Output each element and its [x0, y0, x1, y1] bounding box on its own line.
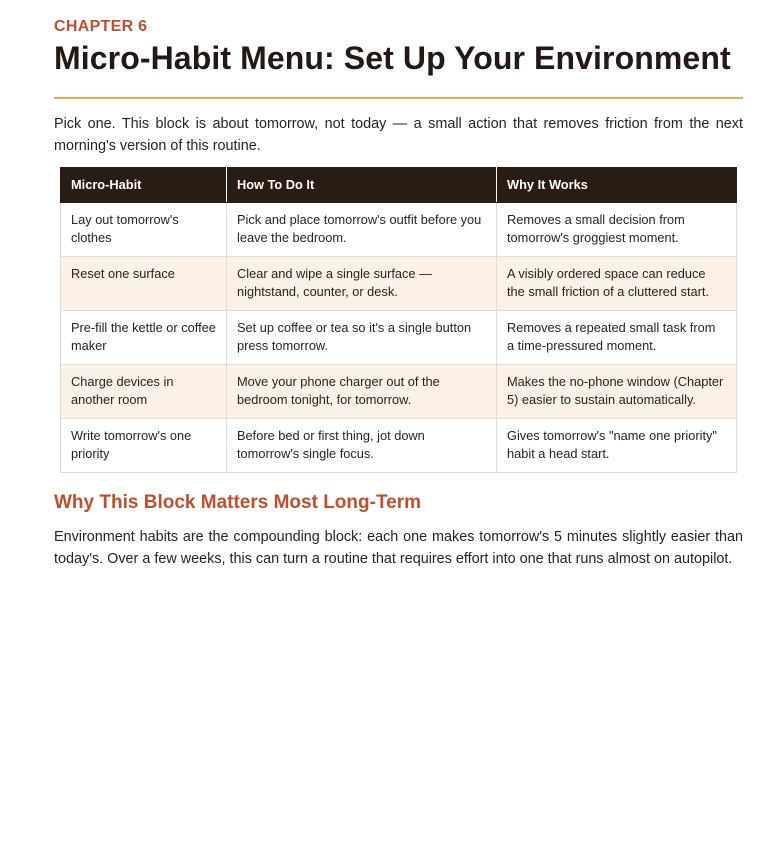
- cell-why-it-works: Removes a small decision from tomorrow's groggiest moment.: [497, 203, 737, 257]
- micro-habit-table: [60, 167, 737, 473]
- section-body: Environment habits are the compounding block: each one makes tomorrow's 5 minutes slightly easier than today's. Over a few weeks, this can turn a routine that requires effort into one that runs almost on autopilot.: [54, 529, 743, 567]
- cell-micro-habit: Write tomorrow's one priority: [61, 419, 227, 473]
- table-row: [61, 257, 737, 311]
- cell-how-to-do-it: Before bed or first thing, jot down tomorrow's single focus.: [227, 419, 497, 473]
- column-header-how-to-do-it: How To Do It: [227, 168, 497, 203]
- cell-why-it-works: A visibly ordered space can reduce the small friction of a cluttered start.: [497, 257, 737, 311]
- column-header-why-it-works: Why It Works: [497, 168, 737, 203]
- table-row: [61, 311, 737, 365]
- cell-why-it-works: Gives tomorrow's "name one priority" habit a head start.: [497, 419, 737, 473]
- cell-micro-habit: Lay out tomorrow's clothes: [61, 203, 227, 257]
- table-row: [61, 203, 737, 257]
- cell-micro-habit: Pre-fill the kettle or coffee maker: [61, 311, 227, 365]
- page-title: Micro-Habit Menu: Set Up Your Environment: [54, 40, 731, 76]
- intro-paragraph: Pick one. This block is about tomorrow, not today — a small action that removes friction from the next morning's version of this routine.: [54, 116, 743, 154]
- cell-why-it-works: Removes a repeated small task from a time-pressured moment.: [497, 311, 737, 365]
- table-row: [61, 365, 737, 419]
- cell-why-it-works: Makes the no-phone window (Chapter 5) easier to sustain automatically.: [497, 365, 737, 419]
- column-header-micro-habit: Micro-Habit: [61, 168, 227, 203]
- cell-how-to-do-it: Move your phone charger out of the bedroom tonight, for tomorrow.: [227, 365, 497, 419]
- table-header-row: [61, 168, 737, 203]
- cell-micro-habit: Reset one surface: [61, 257, 227, 311]
- cell-how-to-do-it: Set up coffee or tea so it's a single button press tomorrow.: [227, 311, 497, 365]
- chapter-label: CHAPTER 6: [54, 18, 148, 35]
- title-divider: [54, 97, 743, 99]
- cell-how-to-do-it: Pick and place tomorrow's outfit before you leave the bedroom.: [227, 203, 497, 257]
- table-row: [61, 419, 737, 473]
- cell-how-to-do-it: Clear and wipe a single surface — nightstand, counter, or desk.: [227, 257, 497, 311]
- cell-micro-habit: Charge devices in another room: [61, 365, 227, 419]
- section-heading: Why This Block Matters Most Long-Term: [54, 492, 422, 513]
